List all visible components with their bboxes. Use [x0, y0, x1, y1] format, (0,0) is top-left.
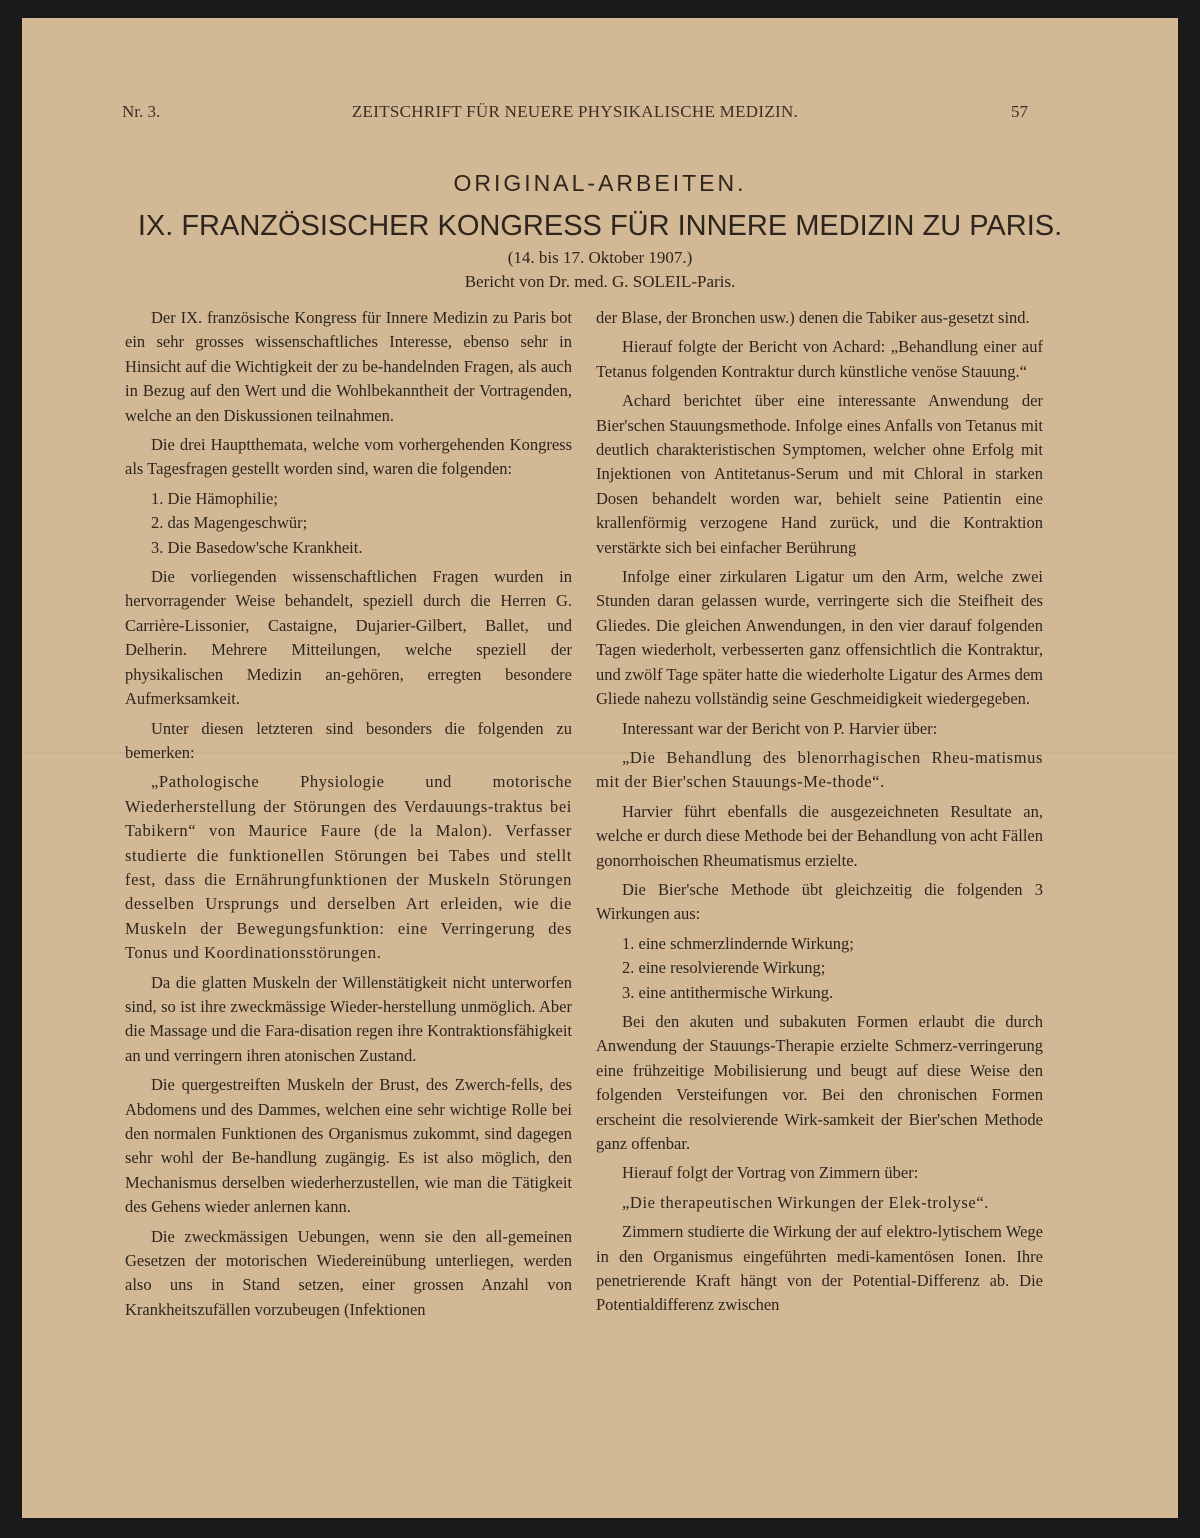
paragraph: Zimmern studierte die Wirkung der auf elektro-lytischem Wege in den Organismus eingeführten medi-kamentösen Ionen. Ihre penetrierende Kraft hängt von der Potential-Differenz ab. Die Potentialdifferenz zwischen: [596, 1222, 1043, 1315]
paragraph: Die drei Hauptthemata, welche vom vorhergehenden Kongress als Tagesfragen gestellt worden sind, waren die folgenden:: [125, 435, 572, 479]
list-item: 3. eine antithermische Wirkung.: [622, 982, 834, 1002]
issue-number: Nr. 3.: [122, 102, 161, 121]
right-column: [596, 306, 1043, 1426]
paragraph: Bei den akuten und subakuten Formen erlaubt die durch Anwendung der Stauungs-Therapie erzielte Schmerz-verringerung eine frühzeitige Mobilisierung und beugt auf diese Weise den folgenden Versteifungen vor. Bei den chronischen Formen erscheint die resolvierende Wirk-samkeit der Bier'schen Methode ganz offenbar.: [596, 1011, 1043, 1153]
topic-list: [125, 487, 572, 560]
paragraph: Da die glatten Muskeln der Willenstätigkeit nicht unterworfen sind, so ist ihre zweckmässige Wieder-herstellung unmöglich. Aber die Massage und die Fara-disation regen ihre Kontraktionsfähigkeit an und verringern ihren atonischen Zustand.: [125, 972, 572, 1065]
paragraph: Interessant war der Bericht von P. Harvier über:: [622, 718, 938, 738]
paragraph: „Pathologische Physiologie und motorische Wiederherstellung der Störungen des Verdauungs-traktus bei Tabikern“ von Maurice Faure (de la Malon). Verfasser studierte die funktionellen Störungen bei Tabes und stellt fest, dass die Ernährungfunktionen der Muskeln Störungen desselben Ursprungs und derselben Art erleiden, wie die Muskeln der Bewegungsfunktion: eine Verringerung des Tonus und Koordinationsstörungen.: [125, 772, 572, 963]
paragraph: Die vorliegenden wissenschaftlichen Fragen wurden in hervorragender Weise behandelt, speziell durch die Herren G. Carrière-Lissonier, Castaigne, Dujarier-Gilbert, Ballet, und Delherin. Mehrere Mitteilungen, welche speziell der physikalischen Medizin an-gehören, erregten besondere Aufmerksamkeit.: [125, 567, 572, 709]
page-number: 57: [1011, 102, 1028, 121]
section-title: ORIGINAL-ARBEITEN.: [453, 170, 747, 196]
paragraph: Achard berichtet über eine interessante Anwendung der Bier'schen Stauungsmethode. Infolge eines Anfalls von Tetanus mit deutlich charakteristischen Symptomen, welcher ohne Erfolg mit Injektionen von Antitetanus-Serum und mit Chloral in starken Dosen behandelt worden war, behielt seine Patientin eine krallenförmig verzogene Hand zurück, und die Kontraktion verstärkte sich bei einfacher Berührung: [596, 391, 1043, 557]
paragraph: Die Bier'sche Methode übt gleichzeitig die folgenden 3 Wirkungen aus:: [596, 879, 1043, 924]
running-head: [122, 102, 1028, 124]
effects-list: [596, 932, 1043, 1005]
paragraph: Harvier führt ebenfalls die ausgezeichneten Resultate an, welche er durch diese Methode bei der Behandlung von acht Fällen gonorrhoischen Rheumatismus erzielte.: [596, 801, 1043, 870]
paragraph: Der IX. französische Kongress für Innere Medizin zu Paris bot ein sehr grosses wissenschaftliches Interesse, ebenso sehr in Hinsicht auf die Wichtigkeit der zu be-handelnden Fragen, als auch in Bezug auf den Wert und die Wohlbekanntheit der Vortragenden, welche an den Diskussionen teilnahmen.: [125, 308, 572, 425]
article-byline: Bericht von Dr. med. G. SOLEIL-Paris.: [464, 272, 736, 291]
journal-page: [22, 18, 1178, 1518]
list-item: 2. das Magengeschwür;: [151, 513, 308, 533]
article-dates: (14. bis 17. Oktober 1907.): [507, 248, 693, 267]
list-item: 1. Die Hämophilie;: [151, 488, 278, 508]
left-column: [125, 306, 572, 1426]
paragraph: Hierauf folgt der Vortrag von Zimmern über:: [622, 1163, 919, 1183]
paragraph: Die quergestreiften Muskeln der Brust, des Zwerch-fells, des Abdomens und des Dammes, welchen eine sehr wichtige Rolle bei den normalen Funktionen des Organismus zukommt, sind dagegen sehr wohl der Be-handlung zugängig. Es ist also möglich, den Mechanismus derselben wiederherzustellen, wie man die Tätigkeit des Gehens wieder anlernen kann.: [125, 1075, 572, 1217]
paragraph: Die zweckmässigen Uebungen, wenn sie den all-gemeinen Gesetzen der motorischen Wiedereinübung unterliegen, werden also uns in Stand setzen, einer grossen Anzahl von Krankheitszufällen vorzubeugen (Infektionen: [125, 1226, 572, 1319]
paragraph: Infolge einer zirkularen Ligatur um den Arm, welche zwei Stunden daran gelassen wurde, verringerte sich die Steifheit des Gliedes. Die gleichen Anwendungen, in den vier darauf folgenden Tagen wiederholt, verbesserten ganz offensichtlich die Kontraktur, und zwölf Tage später hatte die wiederholte Ligatur des Armes dem Gliede nahezu vollständig seine Geschmeidigkeit wiedergegeben.: [596, 567, 1043, 709]
paragraph: Hierauf folgte der Bericht von Achard: „Behandlung einer auf Tetanus folgenden Kontraktur durch künstliche venöse Stauung.“: [596, 337, 1043, 381]
journal-title: ZEITSCHRIFT FÜR NEUERE PHYSIKALISCHE MEDIZIN.: [351, 102, 799, 121]
paragraph: der Blase, der Bronchen usw.) denen die Tabiker aus-gesetzt sind.: [596, 308, 1030, 327]
list-item: 3. Die Basedow'sche Krankheit.: [151, 537, 363, 557]
paragraph: „Die therapeutischen Wirkungen der Elek-trolyse“.: [622, 1192, 990, 1212]
paragraph: Unter diesen letzteren sind besonders die folgenden zu bemerken:: [125, 718, 572, 762]
list-item: 2. eine resolvierende Wirkung;: [622, 958, 826, 978]
article-title: IX. FRANZÖSISCHER KONGRESS FÜR INNERE MEDIZIN ZU PARIS.: [137, 210, 1063, 242]
paragraph: „Die Behandlung des blenorrhagischen Rheu-matismus mit der Bier'schen Stauungs-Me-thode“.: [596, 747, 1043, 792]
list-item: 1. eine schmerzlindernde Wirkung;: [622, 933, 854, 953]
